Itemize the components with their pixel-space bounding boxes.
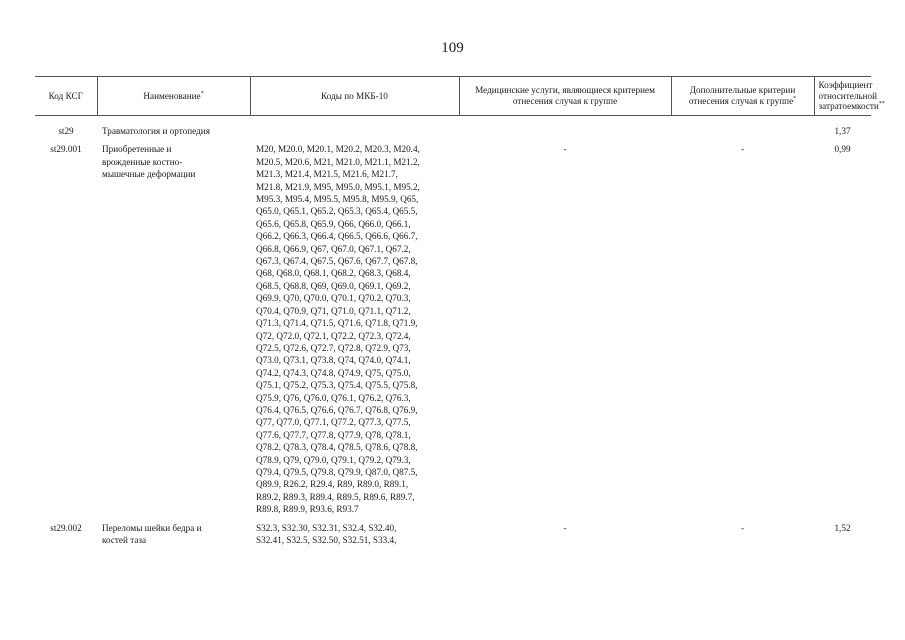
row-icd-codes: S32.3, S32.30, S32.31, S32.4, S32.40, S32.41, S32.5, S32.50, S32.51, S33.4, [256, 522, 397, 545]
row-coefficient: 1,52 [834, 522, 851, 533]
row-coefficient: 1,37 [834, 126, 851, 136]
row-code: st29.002 [50, 522, 82, 533]
row-extra-criteria: - [740, 144, 745, 155]
row-extra-criteria [671, 125, 814, 137]
header-code: Код КСГ [35, 77, 97, 116]
header-services: Медицинские услуги, являющиеся критерием отнесения случая к группе [459, 77, 671, 116]
row-extra-criteria: - [740, 522, 745, 533]
header-name: Наименование* [97, 77, 250, 116]
row-coefficient: 0,99 [834, 144, 851, 155]
header-coef: Коэффициент относительной затратоемкости** [814, 77, 871, 116]
row-services: - [563, 144, 567, 155]
row-name: Травматология и ортопедия [102, 126, 210, 136]
page-number: 109 [441, 40, 464, 56]
table-row [35, 522, 871, 547]
table-row [35, 125, 871, 137]
header-extra: Дополнительные критерии отнесения случая к группе* [671, 77, 814, 116]
row-services: - [563, 522, 567, 533]
table-header-row [35, 77, 871, 116]
row-icd-codes: M20, M20.0, M20.1, M20.2, M20.3, M20.4, M20.5, M20.6, M21, M21.0, M21.1, M21.2, M21.3, M21.4, M21.5, M21.6, M21.7, M21.8, M21.9, M95, M95.0, M95.1, M95.2, M95.3, M95.4, M95.5, M95.8, M95.9, Q65, Q65.0, Q65.1, Q65.2, Q65.3, Q65.4, Q65.5, Q65.6, Q65.8, Q65.9, Q66, Q66.0, Q66.1, Q66.2, Q66.3, Q66.4, Q66.5, Q66.6, Q66.7, Q66.8, Q66.9, Q67, Q67.0, Q67.1, Q67.2, Q67.3, Q67.4, Q67.5, Q67.6, Q67.7, Q67.8, Q68, Q68.0, Q68.1, Q68.2, Q68.3, Q68.4, Q68.5, Q68.8, Q69, Q69.0, Q69.1, Q69.2, Q69.9, Q70, Q70.0, Q70.1, Q70.2, Q70.3, Q70.4, Q70.9, Q71, Q71.0, Q71.1, Q71.2, Q71.3, Q71.4, Q71.5, Q71.6, Q71.8, Q71.9, Q72, Q72.0, Q72.1, Q72.2, Q72.3, Q72.4, Q72.5, Q72.6, Q72.7, Q72.8, Q72.9, Q73, Q73.0, Q73.1, Q73.8, Q74, Q74.0, Q74.1, Q74.2, Q74.3, Q74.8, Q74.9, Q75, Q75.0, Q75.1, Q75.2, Q75.3, Q75.4, Q75.5, Q75.8, Q75.9, Q76, Q76.0, Q76.1, Q76.2, Q76.3, Q76.4, Q76.5, Q76.6, Q76.7, Q76.8, Q76.9, Q77, Q77.0, Q77.1, Q77.2, Q77.3, Q77.5, Q77.6, Q77.7, Q77.8, Q77.9, Q78, Q78.1, Q78.2, Q78.3, Q78.4, Q78.5, Q78.6, Q78.8, Q78.9, Q79, Q79.0, Q79.1, Q79.2, Q79.3, Q79.4, Q79.5, Q79.8, Q79.9, Q87.0, Q87.5, Q89.9, R26.2, R29.4, R89, R89.0, R89.1, R89.2, R89.3, R89.4, R89.5, R89.6, R89.7, R89.8, R89.9, R93.6, R93.7 [256, 144, 420, 515]
row-services [459, 125, 671, 137]
row-name: Переломы шейки бедра и костей таза [102, 522, 202, 545]
table-row [35, 143, 871, 515]
row-name: Приобретенные и врожденные костно- мышечные деформации [102, 144, 196, 180]
row-code: st29 [58, 126, 74, 136]
row-icd-codes [250, 125, 459, 137]
header-icd: Коды по МКБ-10 [250, 77, 459, 116]
row-code: st29.001 [50, 144, 82, 155]
ksg-table [35, 76, 885, 546]
